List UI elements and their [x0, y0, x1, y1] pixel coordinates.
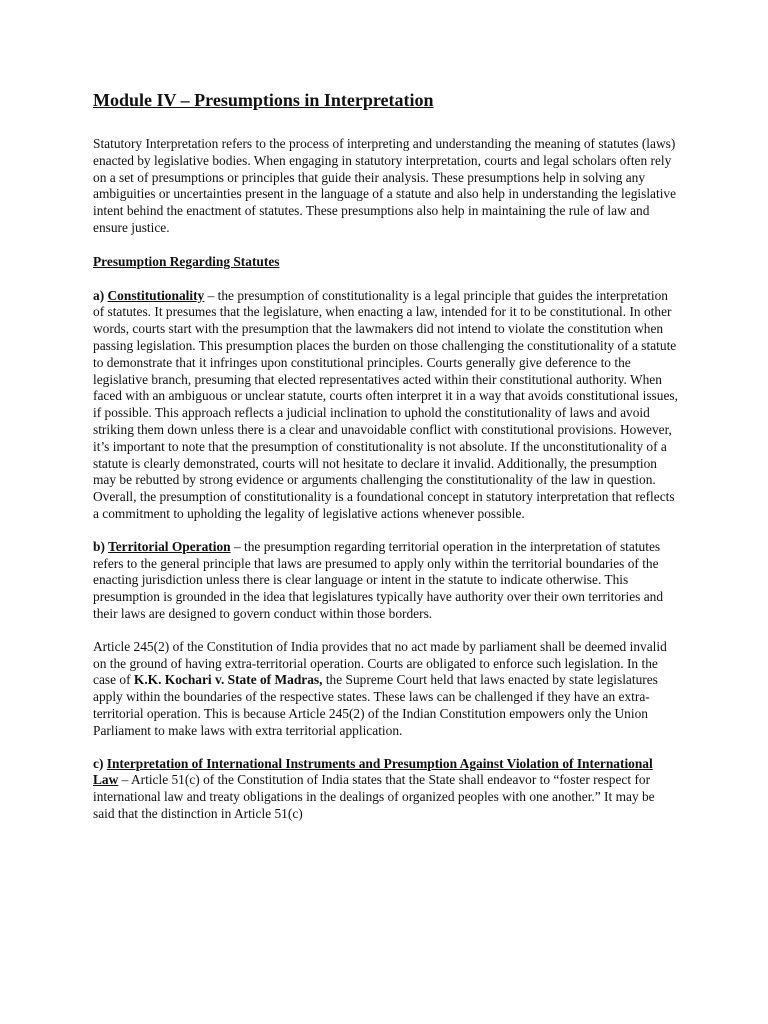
section-heading: Presumption Regarding Statutes: [93, 253, 280, 269]
paragraph-body: – the presumption of constitutionality is a legal principle that guides the interpretation of statutes. It presumes that the legislature, when enacting a law, intended for it to be constitutional. In other words, courts start with the presumption that the lawmakers did not intend to violate the constitution when passing legislation. This presumption places the burden on those challenging the constitutionality of a statute to demonstrate that it infringes upon constitutional principles. Courts generally give deference to the legislative branch, presuming that elected representatives acted within their constitutional authority. When faced with an ambiguous or unclear statute, courts often interpret it in a way that avoids constitutional issues, if possible. This approach reflects a judicial inclination to uphold the constitutionality of laws and avoid striking them down unless there is a clear and unavoidable conflict with constitutional provisions. However, it’s important to note that the presumption of constitutionality is not absolute. If the unconstitutionality of a statute is clearly demonstrated, courts will not hesitate to declare it invalid. Additionally, the presumption may be rebutted by strong evidence or arguments challenging the constitutionality of the law in question. Overall, the presumption of constitutionality is a foundational concept in statutory interpretation that reflects a commitment to upholding the legality of legislative actions whenever possible.: [93, 287, 678, 521]
paragraph-body: – the presumption regarding territorial operation in the interpretation of statutes refers to the general principle that laws are presumed to apply only within the territorial boundaries of the enacting jurisdiction unless there is clear language or intent in the statute to indicate otherwise. This presumption is grounded in the idea that legislatures typically have authority over their own territories and their laws are designed to govern conduct within those borders.: [93, 538, 664, 621]
term-constitutionality: Constitutionality: [107, 287, 205, 303]
paragraph-text: the Supreme Court held that laws enacted by state legislatures apply within the boundaries of the respective states. These laws can be challenged if they have an extra-territorial operation. This is because Article 245(2) of the Indian Constitution empowers only the Union Parliament to make laws with extra territorial application.: [93, 672, 658, 738]
paragraph-article-245: [93, 639, 678, 740]
paragraph-international-law: [93, 756, 678, 823]
document-page: [93, 89, 678, 839]
intro-paragraph: Statutory Interpretation refers to the process of interpreting and understanding the meaning of statutes (laws) enacted by legislative bodies. When engaging in statutory interpretation, courts and legal scholars often rely on a set of presumptions or principles that guide their analysis. These presumptions help in solving any ambiguities or uncertainties present in the language of a statute and also help in understanding the legislative intent behind the enactment of statutes. These presumptions also help in maintaining the rule of law and ensure justice.: [93, 136, 677, 235]
paragraph-body: – Article 51(c) of the Constitution of India states that the State shall endeavor to “foster respect for international law and treaty obligations in the dealings of organized peoples with one another.” It may be said that the distinction in Article 51(c): [93, 772, 655, 821]
list-marker-b: b): [93, 538, 109, 554]
list-marker-c: c): [93, 755, 107, 771]
list-marker-a: a): [93, 287, 108, 303]
paragraph-constitutionality: [93, 288, 678, 523]
paragraph-text: Article 245(2) of the Constitution of India provides that no act made by parliament shall be deemed invalid on the ground of having extra-territorial operation. Courts are obligated to enforce such legislation. In the case of: [93, 638, 667, 688]
term-territorial-operation: Territorial Operation: [108, 538, 231, 554]
term-international-law: Interpretation of International Instruments and Presumption Against Violation of International Law: [93, 755, 653, 788]
case-name: K.K. Kochari v. State of Madras,: [133, 672, 323, 688]
paragraph-territorial-operation: [93, 539, 678, 623]
page-title: Module IV – Presumptions in Interpretation: [93, 90, 434, 110]
